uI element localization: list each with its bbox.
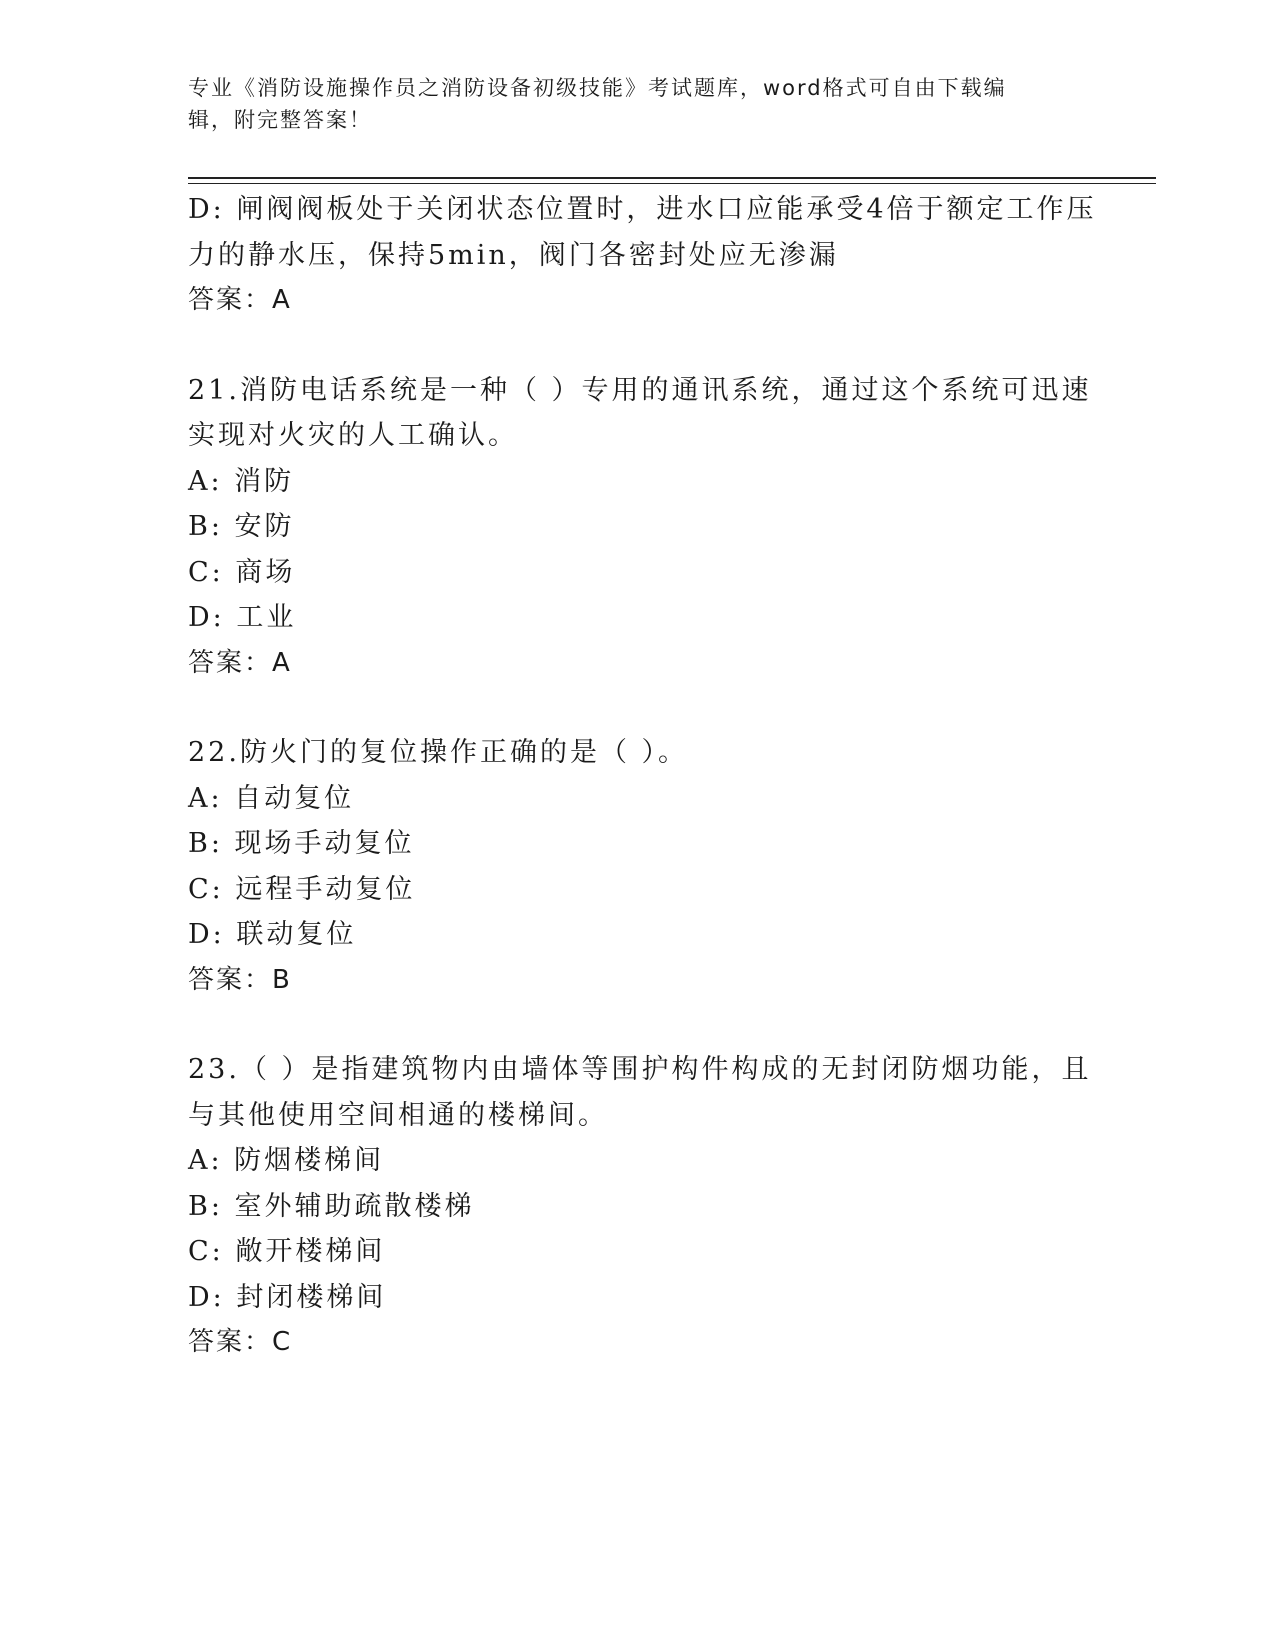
option-c: C: 远程手动复位 bbox=[188, 873, 416, 905]
header-line-1: 专业《消防设施操作员之消防设备初级技能》考试题库，word格式可自由下载编 bbox=[188, 76, 1007, 100]
option-b: B: 安防 bbox=[188, 511, 295, 542]
option-c: C: 敞开楼梯间 bbox=[188, 1236, 386, 1267]
question-list bbox=[188, 187, 1097, 1366]
answer-line: 答案：B bbox=[188, 964, 292, 995]
option-d: D: 工业 bbox=[188, 602, 297, 633]
answer-line: 答案：C bbox=[188, 1327, 293, 1357]
question-23 bbox=[188, 1047, 1092, 1366]
header-line-2: 辑，附完整答案！ bbox=[188, 108, 372, 132]
previous-question-tail bbox=[188, 187, 1097, 324]
question-stem: 22.防火门的复位操作正确的是（ ）。 bbox=[188, 737, 689, 768]
option-a: A: 防烟楼梯间 bbox=[188, 1145, 385, 1176]
option-d: D: 封闭楼梯间 bbox=[188, 1281, 387, 1313]
question-stem: 21.消防电话系统是一种（ ）专用的通讯系统，通过这个系统可迅速 bbox=[188, 374, 1092, 406]
header-divider-thick bbox=[188, 177, 1156, 179]
header-divider-thin bbox=[188, 183, 1156, 184]
option-d: D: 闸阀阀板处于关闭状态位置时，进水口应能承受4倍于额定工作压 bbox=[188, 194, 1097, 225]
document-header bbox=[188, 72, 1068, 136]
option-b: B: 现场手动复位 bbox=[188, 828, 415, 859]
spacer bbox=[188, 686, 1088, 730]
answer-line: 答案：A bbox=[188, 647, 292, 678]
question-stem-continued: 与其他使用空间相通的楼梯间。 bbox=[188, 1099, 608, 1131]
option-c: C: 商场 bbox=[188, 556, 296, 588]
option-b: B: 室外辅助疏散楼梯 bbox=[188, 1190, 475, 1222]
spacer bbox=[188, 324, 1088, 368]
question-stem: 23.（ ）是指建筑物内由墙体等围护构件构成的无封闭防烟功能，且 bbox=[188, 1054, 1092, 1085]
question-22 bbox=[188, 730, 1088, 1003]
spacer bbox=[188, 1003, 1088, 1047]
option-d-continued: 力的静水压，保持5min，阀门各密封处应无渗漏 bbox=[188, 239, 839, 271]
question-stem-continued: 实现对火灾的人工确认。 bbox=[188, 420, 518, 451]
option-d: D: 联动复位 bbox=[188, 919, 357, 950]
option-a: A: 消防 bbox=[188, 465, 295, 497]
answer-line: 答案：A bbox=[188, 285, 292, 315]
option-a: A: 自动复位 bbox=[188, 782, 355, 814]
question-21 bbox=[188, 368, 1092, 687]
